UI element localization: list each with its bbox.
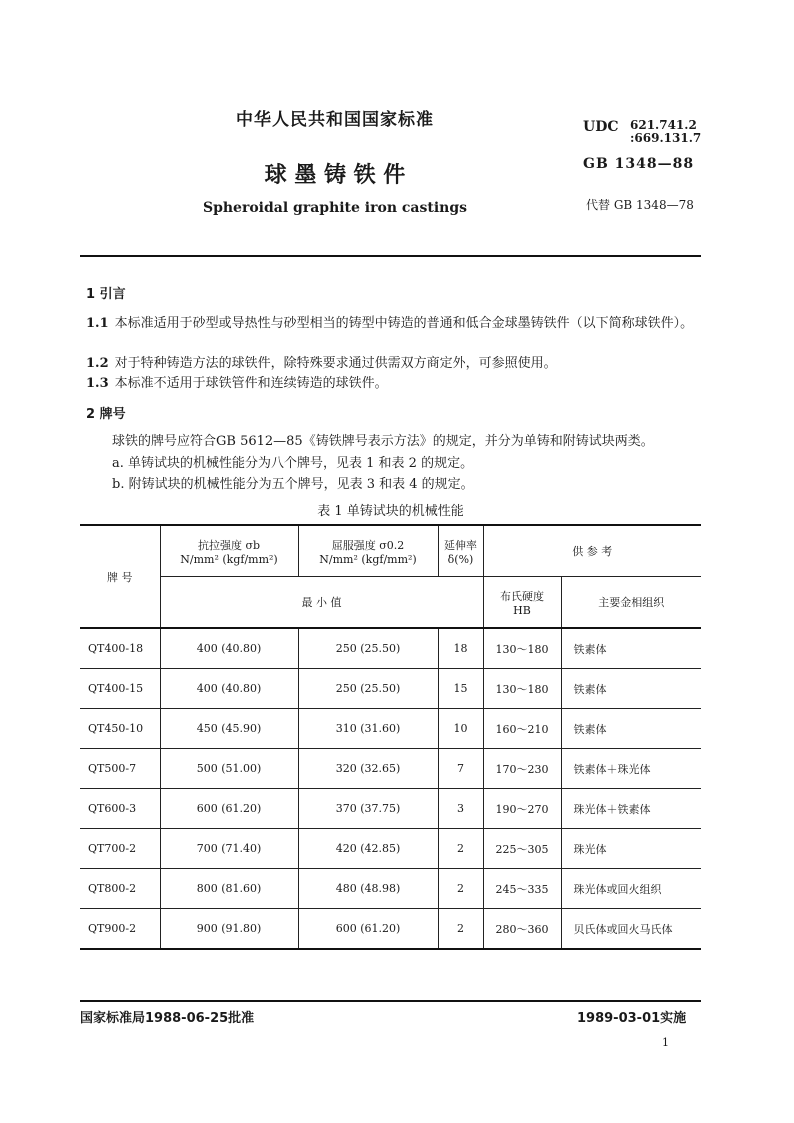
header-line: 抗拉强度 σb [197,538,261,552]
cell-tensile: 400 (40.80) [160,669,298,709]
cell-tensile: 700 (71.40) [160,829,298,869]
cell-yield: 600 (61.20) [298,909,438,950]
title-en: Spheroidal graphite iron castings [202,200,468,216]
cell-tensile: 450 (45.90) [160,709,298,749]
udc-line2: :669.131.7 [630,131,702,145]
cell-hb: 190～270 [483,789,561,829]
org-title: 中华人民共和国国家标准 [236,110,434,130]
table-row [80,869,701,909]
cell-micro: 铁素体 [561,628,701,669]
cell-tensile: 600 (61.20) [160,789,298,829]
header-line: 屈服强度 σ0.2 [331,538,405,552]
cell-micro: 珠光体＋铁素体 [561,789,701,829]
cell-grade: QT500-7 [80,749,160,789]
paragraph-text: 本标准不适用于球铁管件和连续铸造的球铁件。 [114,376,388,391]
column-header-tensile [160,525,298,577]
cell-grade: QT400-18 [80,628,160,669]
table-caption: 表 1 单铸试块的机械性能 [317,504,464,519]
table-row [80,749,701,789]
header-line: N/mm² (kgf/mm²) [319,552,417,566]
cell-hb: 225～305 [483,829,561,869]
cell-hb: 170～230 [483,749,561,789]
paragraph-text: 对于特种铸造方法的球铁件，除特殊要求通过供需双方商定外，可参照使用。 [114,356,557,371]
cell-grade: QT450-10 [80,709,160,749]
cell-micro: 铁素体＋珠光体 [561,749,701,789]
cell-elong: 3 [438,789,483,829]
approval-date: 国家标准局1988-06-25批准 [80,1011,255,1026]
header-line: δ(%) [447,552,474,566]
cell-elong: 2 [438,909,483,950]
cell-grade: QT600-3 [80,789,160,829]
cell-hb: 160～210 [483,709,561,749]
cell-yield: 480 (48.98) [298,869,438,909]
header-line: 布氏硬度 [500,589,544,603]
paragraph-number: 1.2 [86,356,109,371]
cell-yield: 250 (25.50) [298,669,438,709]
cell-yield: 320 (32.65) [298,749,438,789]
cell-elong: 7 [438,749,483,789]
section-2-title: 2 牌号 [86,407,126,422]
column-header-microstructure: 主要金相组织 [561,577,701,629]
cell-grade: QT900-2 [80,909,160,950]
cell-hb: 245～335 [483,869,561,909]
paragraph-text: 本标准适用于砂型或导热性与砂型相当的铸型中铸造的普通和低合金球墨铸铁件（以下简称球铁件）。 [114,316,694,331]
cell-grade: QT700-2 [80,829,160,869]
replaces-note: 代替 GB 1348—78 [586,198,694,212]
footer-rule [80,1000,701,1002]
cell-micro: 铁素体 [561,709,701,749]
cell-yield: 420 (42.85) [298,829,438,869]
paragraph-1-1 [86,314,701,334]
column-header-reference: 供 参 考 [483,525,701,577]
header-rule [80,255,701,257]
cell-tensile: 400 (40.80) [160,628,298,669]
title-cn: 球 墨 铸 铁 件 [264,163,406,188]
header-line: 延伸率 [444,538,477,552]
paragraph-1-2 [86,354,701,374]
column-header-grade: 牌 号 [80,525,160,628]
cell-yield: 370 (37.75) [298,789,438,829]
table-row [80,709,701,749]
cell-elong: 10 [438,709,483,749]
table-row [80,829,701,869]
cell-tensile: 800 (81.60) [160,869,298,909]
table-row [80,909,701,950]
header-line: N/mm² (kgf/mm²) [180,552,278,566]
cell-micro: 贝氏体或回火马氏体 [561,909,701,950]
paragraph-1-3 [86,374,701,394]
cell-hb: 280～360 [483,909,561,950]
column-header-yield [298,525,438,577]
cell-tensile: 500 (51.00) [160,749,298,789]
effective-date: 1989-03-01实施 [577,1011,687,1026]
cell-elong: 15 [438,669,483,709]
gb-number: GB 1348—88 [583,156,695,172]
column-header-hardness [483,577,561,629]
paragraph-number: 1.3 [86,376,109,391]
cell-hb: 130～180 [483,669,561,709]
cell-hb: 130～180 [483,628,561,669]
column-header-elongation [438,525,483,577]
paragraph-2-intro: 球铁的牌号应符合GB 5612—85《铸铁牌号表示方法》的规定，并分为单铸和附铸试块两类。 [112,434,654,449]
cell-yield: 250 (25.50) [298,628,438,669]
column-header-minimum: 最 小 值 [160,577,483,629]
paragraph-number: 1.1 [86,316,109,331]
paragraph-2-a: a. 单铸试块的机械性能分为八个牌号，见表 1 和表 2 的规定。 [112,456,474,471]
cell-grade: QT400-15 [80,669,160,709]
cell-micro: 铁素体 [561,669,701,709]
page-number: 1 [662,1036,669,1049]
mechanical-properties-table [80,524,701,950]
udc-label: UDC [583,119,619,135]
cell-micro: 珠光体或回火组织 [561,869,701,909]
table-row [80,789,701,829]
table-row [80,669,701,709]
cell-grade: QT800-2 [80,869,160,909]
paragraph-2-b: b. 附铸试块的机械性能分为五个牌号，见表 3 和表 4 的规定。 [112,477,474,492]
section-1-title: 1 引言 [86,287,126,302]
udc-line1: 621.741.2 [630,118,697,132]
cell-elong: 18 [438,628,483,669]
cell-elong: 2 [438,829,483,869]
table-row [80,628,701,669]
cell-elong: 2 [438,869,483,909]
cell-yield: 310 (31.60) [298,709,438,749]
cell-micro: 珠光体 [561,829,701,869]
header-line: HB [513,603,531,617]
cell-tensile: 900 (91.80) [160,909,298,950]
